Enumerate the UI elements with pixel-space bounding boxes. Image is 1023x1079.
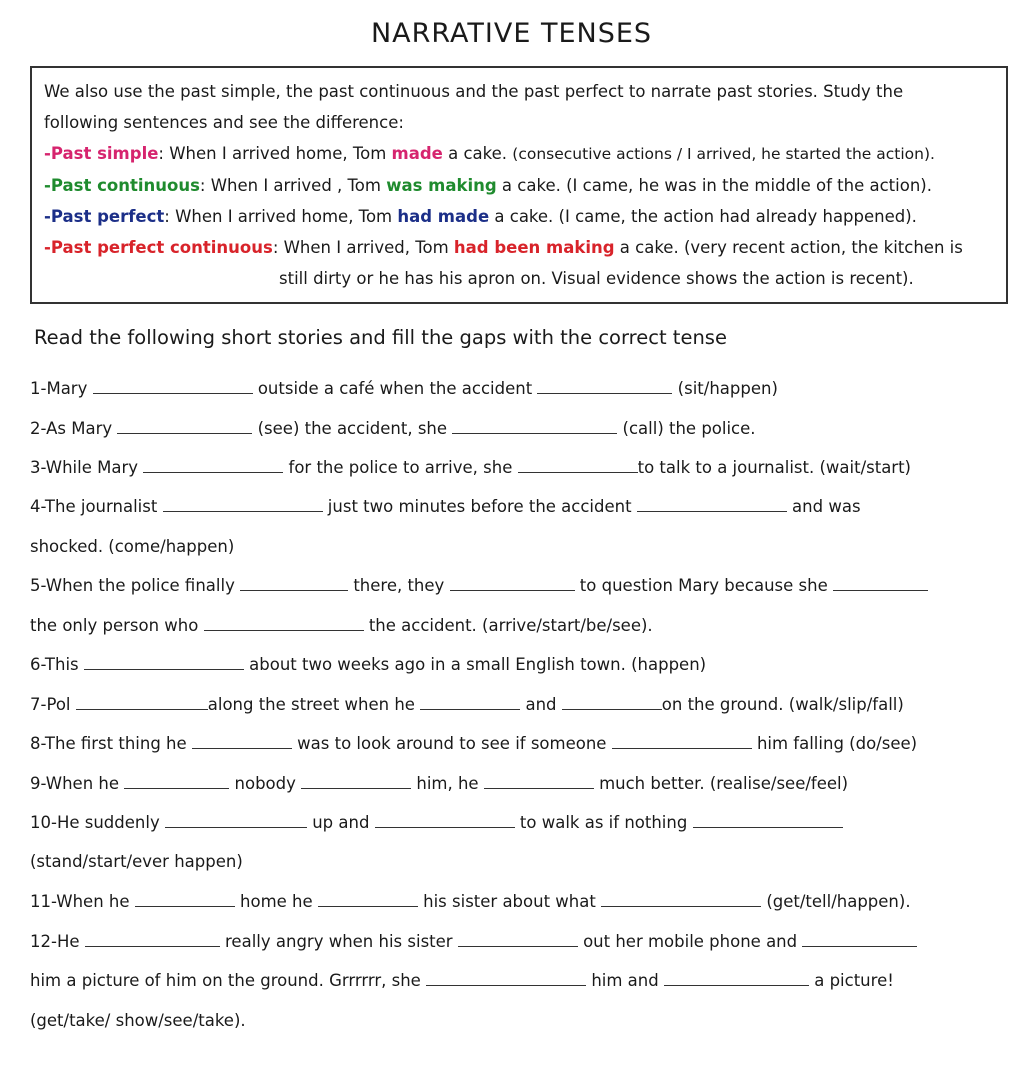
exercise-text: (get/tell/happen). (761, 892, 911, 911)
exercise-text: much better. (realise/see/feel) (593, 774, 849, 793)
exercise-text: up and (306, 813, 375, 832)
exercise-5-cont (30, 615, 1005, 637)
example-text: a cake. (I came, he was in the middle of the action). (496, 176, 932, 195)
exercise-text: and was (786, 497, 861, 516)
instruction: Read the following short stories and fill the gaps with the correct tense (34, 326, 727, 349)
answer-gap[interactable] (84, 655, 244, 670)
verb-highlight: made (391, 144, 443, 163)
answer-gap[interactable] (117, 419, 252, 434)
answer-gap[interactable] (420, 695, 520, 710)
intro-line: following sentences and see the difference: (44, 113, 404, 132)
exercise-text: 10-He suddenly (30, 813, 165, 832)
exercise-text: there, they (348, 576, 450, 595)
answer-gap[interactable] (76, 695, 208, 710)
exercise-text: home he (234, 892, 318, 911)
answer-gap[interactable] (240, 576, 348, 591)
answer-gap[interactable] (518, 458, 638, 473)
answer-gap[interactable] (143, 458, 283, 473)
answer-gap[interactable] (124, 774, 229, 789)
exercise-7 (30, 694, 1005, 716)
exercise-text: 11-When he (30, 892, 135, 911)
exercise-text: the accident. (arrive/start/be/see). (363, 616, 653, 635)
answer-gap[interactable] (452, 419, 617, 434)
past-continuous-example (44, 170, 994, 201)
exercise-9 (30, 773, 1005, 795)
exercise-3 (30, 457, 1005, 479)
exercise-text: outside a café when the accident (252, 379, 538, 398)
exercise-text: 1-Mary (30, 379, 93, 398)
exercise-text: to walk as if nothing (514, 813, 693, 832)
exercise-text: (call) the police. (617, 419, 756, 438)
answer-gap[interactable] (562, 695, 662, 710)
exercise-2 (30, 418, 1005, 440)
intro-line: We also use the past simple, the past continuous and the past perfect to narrate past stories. Study the (44, 82, 904, 101)
example-text: a cake. (I came, the action had already happened). (489, 207, 917, 226)
answer-gap[interactable] (93, 379, 253, 394)
exercise-4 (30, 496, 1005, 518)
exercise-text: him, he (411, 774, 484, 793)
exercise-5 (30, 575, 1005, 597)
exercise-1 (30, 378, 1005, 400)
exercise-text: his sister about what (417, 892, 602, 911)
tense-label: -Past perfect (44, 207, 165, 226)
answer-gap[interactable] (664, 971, 809, 986)
example-text: : When I arrived, Tom (272, 238, 454, 257)
tense-label: -Past continuous (44, 176, 200, 195)
exercise-text: shocked. (come/happen) (30, 537, 235, 556)
exercise-text: (sit/happen) (672, 379, 778, 398)
exercise-text: the only person who (30, 616, 204, 635)
exercise-text: 4-The journalist (30, 497, 163, 516)
answer-gap[interactable] (301, 774, 411, 789)
answer-gap[interactable] (537, 379, 672, 394)
example-note: (consecutive actions / I arrived, he started the action). (512, 145, 935, 163)
answer-gap[interactable] (637, 497, 787, 512)
answer-gap[interactable] (601, 892, 761, 907)
answer-gap[interactable] (426, 971, 586, 986)
answer-gap[interactable] (833, 576, 928, 591)
exercise-12 (30, 931, 1005, 953)
exercise-text: for the police to arrive, she (283, 458, 518, 477)
exercise-12-cont (30, 970, 1005, 992)
exercise-text: on the ground. (walk/slip/fall) (661, 695, 904, 714)
intro-box (30, 66, 1008, 304)
example-text: : When I arrived home, Tom (158, 144, 392, 163)
exercise-text: a picture! (808, 971, 894, 990)
exercise-text: 5-When the police finally (30, 576, 241, 595)
tense-label: -Past perfect continuous (44, 238, 273, 257)
exercise-text: nobody (229, 774, 302, 793)
exercise-text: along the street when he (207, 695, 421, 714)
answer-gap[interactable] (165, 813, 307, 828)
exercise-text: 12-He (30, 932, 85, 951)
exercise-text: him and (586, 971, 664, 990)
page-title: NARRATIVE TENSES (370, 18, 653, 49)
answer-gap[interactable] (204, 616, 364, 631)
exercise-text: 8-The first thing he (30, 734, 192, 753)
answer-gap[interactable] (318, 892, 418, 907)
verb-highlight: was making (386, 176, 497, 195)
verb-highlight: had been making (453, 238, 615, 257)
exercise-text: (get/take/ show/see/take). (30, 1011, 246, 1030)
exercise-text: (see) the accident, she (252, 419, 453, 438)
past-simple-example (44, 138, 994, 170)
past-perfect-continuous-example (44, 232, 994, 263)
exercise-8 (30, 733, 1005, 755)
exercise-12-cont (30, 1010, 1005, 1032)
exercise-text: to talk to a journalist. (wait/start) (637, 458, 911, 477)
answer-gap[interactable] (484, 774, 594, 789)
exercise-text: 9-When he (30, 774, 125, 793)
tense-label: -Past simple (44, 144, 159, 163)
exercise-10-cont (30, 851, 1005, 873)
past-perfect-example (44, 201, 994, 232)
exercise-text: to question Mary because she (574, 576, 833, 595)
intro-line: still dirty or he has his apron on. Visual evidence shows the action is recent). (279, 269, 914, 288)
exercise-text: really angry when his sister (219, 932, 458, 951)
example-text: : When I arrived home, Tom (164, 207, 398, 226)
answer-gap[interactable] (85, 932, 220, 947)
exercise-4-cont (30, 536, 1005, 558)
verb-highlight: had made (397, 207, 490, 226)
answer-gap[interactable] (612, 734, 752, 749)
exercise-text: 7-Pol (30, 695, 76, 714)
exercise-6 (30, 654, 1005, 676)
answer-gap[interactable] (135, 892, 235, 907)
exercise-text: out her mobile phone and (577, 932, 803, 951)
exercise-text: was to look around to see if someone (291, 734, 612, 753)
exercise-text: 2-As Mary (30, 419, 118, 438)
answer-gap[interactable] (192, 734, 292, 749)
exercise-text: 3-While Mary (30, 458, 144, 477)
exercise-text: him falling (do/see) (751, 734, 918, 753)
exercise-text: just two minutes before the accident (322, 497, 637, 516)
exercise-11 (30, 891, 1005, 913)
answer-gap[interactable] (802, 932, 917, 947)
answer-gap[interactable] (163, 497, 323, 512)
exercise-text: about two weeks ago in a small English town. (happen) (243, 655, 707, 674)
example-text: a cake. (very recent action, the kitchen is (614, 238, 963, 257)
exercise-text: 6-This (30, 655, 84, 674)
exercise-text: and (520, 695, 562, 714)
answer-gap[interactable] (458, 932, 578, 947)
exercise-10 (30, 812, 1005, 834)
example-text: : When I arrived , Tom (199, 176, 387, 195)
exercise-text: (stand/start/ever happen) (30, 852, 243, 871)
answer-gap[interactable] (375, 813, 515, 828)
answer-gap[interactable] (450, 576, 575, 591)
exercise-text: him a picture of him on the ground. Grrrrrr, she (30, 971, 427, 990)
answer-gap[interactable] (693, 813, 843, 828)
example-text: a cake. (442, 144, 513, 163)
